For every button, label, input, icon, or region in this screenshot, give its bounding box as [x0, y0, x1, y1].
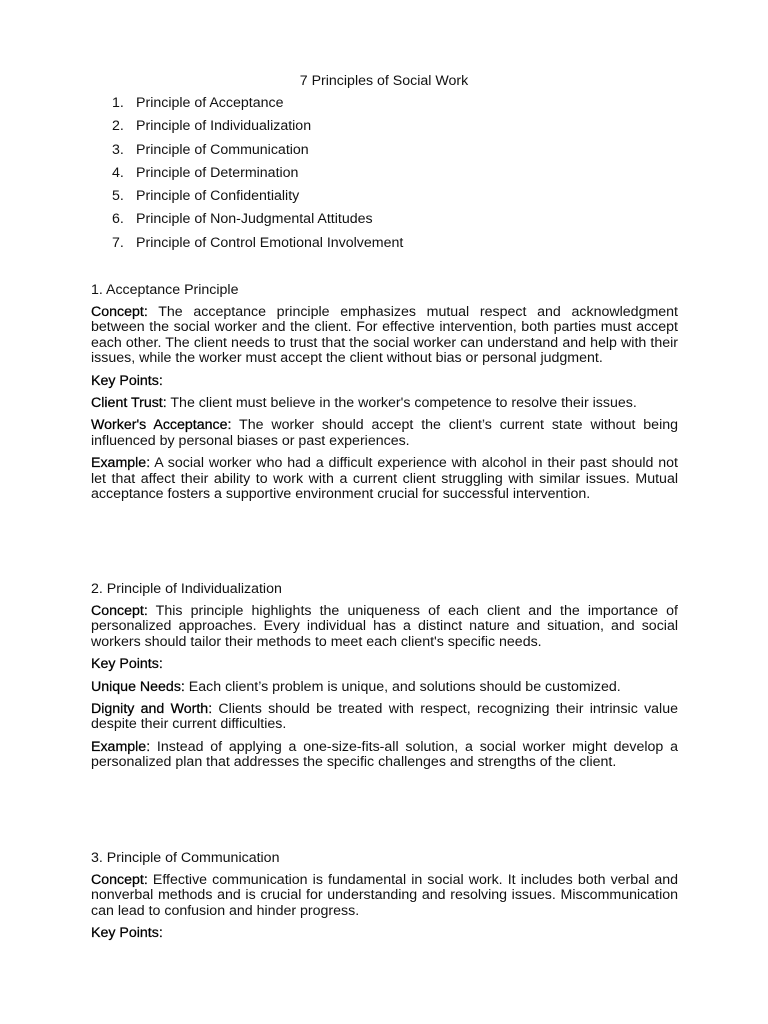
document-title: 7 Principles of Social Work [299, 73, 469, 89]
key-points-label: Key Points: [91, 372, 163, 389]
section-acceptance [91, 282, 678, 502]
concept-label: Concept: [91, 603, 148, 619]
example-paragraph: Example: A social worker who had a difficult experience with alcohol in their past should not let that affect their ability to work with a current client struggling with similar issues. Mutual acceptance fosters a supportive environment crucial for successful intervention. [91, 455, 678, 503]
section-individualization [91, 581, 678, 771]
principles-list [112, 96, 403, 259]
key-points-label: Key Points: [91, 656, 163, 673]
list-item: 6. Principle of Non-Judgmental Attitudes [112, 211, 373, 228]
section-communication [91, 850, 678, 942]
key-points-label: Key Points: [91, 925, 163, 942]
concept-text: Effective communication is fundamental in social work. It includes both verbal and nonverbal methods and is crucial for understanding and resolving issues. Miscommunication can lead to confusion and hinder progress. [91, 872, 678, 919]
list-item: 2. Principle of Individualization [112, 118, 312, 135]
concept-text: This principle highlights the uniqueness of each client and the importance of personalized approaches. Every individual has a distinct nature and situation, and social workers should tailor their methods to meet each client's specific needs. [91, 603, 678, 650]
concept-paragraph [91, 305, 678, 367]
concept-label: Concept: [91, 304, 148, 320]
example-paragraph: Example: Instead of applying a one-size-fits-all solution, a social worker might develop a personalized plan that addresses the specific challenges and strengths of the client. [91, 738, 678, 771]
concept-text: The acceptance principle emphasizes mutual respect and acknowledgment between the social worker and the client. For effective intervention, both parties must accept each other. The client needs to trust that the social worker can understand and help with their issues, while the worker must accept the client without bias or personal judgment. [91, 304, 678, 367]
section-heading: 1. Acceptance Principle [91, 282, 239, 298]
section-heading: 3. Principle of Communication [91, 850, 280, 866]
concept-paragraph [91, 873, 678, 919]
section-heading: 2. Principle of Individualization [91, 581, 282, 597]
list-item: 1. Principle of Acceptance [112, 95, 284, 111]
key-point: Dignity and Worth: Clients should be treated with respect, recognizing their intrinsic value despite their current difficulties. [91, 701, 678, 733]
list-item: 3. Principle of Communication [112, 141, 309, 158]
concept-label: Concept: [91, 872, 148, 888]
list-item: 7. Principle of Control Emotional Involvement [112, 234, 404, 251]
concept-paragraph [91, 604, 678, 650]
key-point: Client Trust: The client must believe in the worker's competence to resolve their issues. [91, 395, 637, 412]
key-point: Worker's Acceptance: The worker should accept the client’s current state without being influenced by personal biases or past experiences. [91, 417, 678, 449]
key-point: Unique Needs: Each client’s problem is unique, and solutions should be customized. [91, 678, 621, 695]
list-item: 5. Principle of Confidentiality [112, 188, 300, 205]
list-item: 4. Principle of Determination [112, 164, 299, 181]
